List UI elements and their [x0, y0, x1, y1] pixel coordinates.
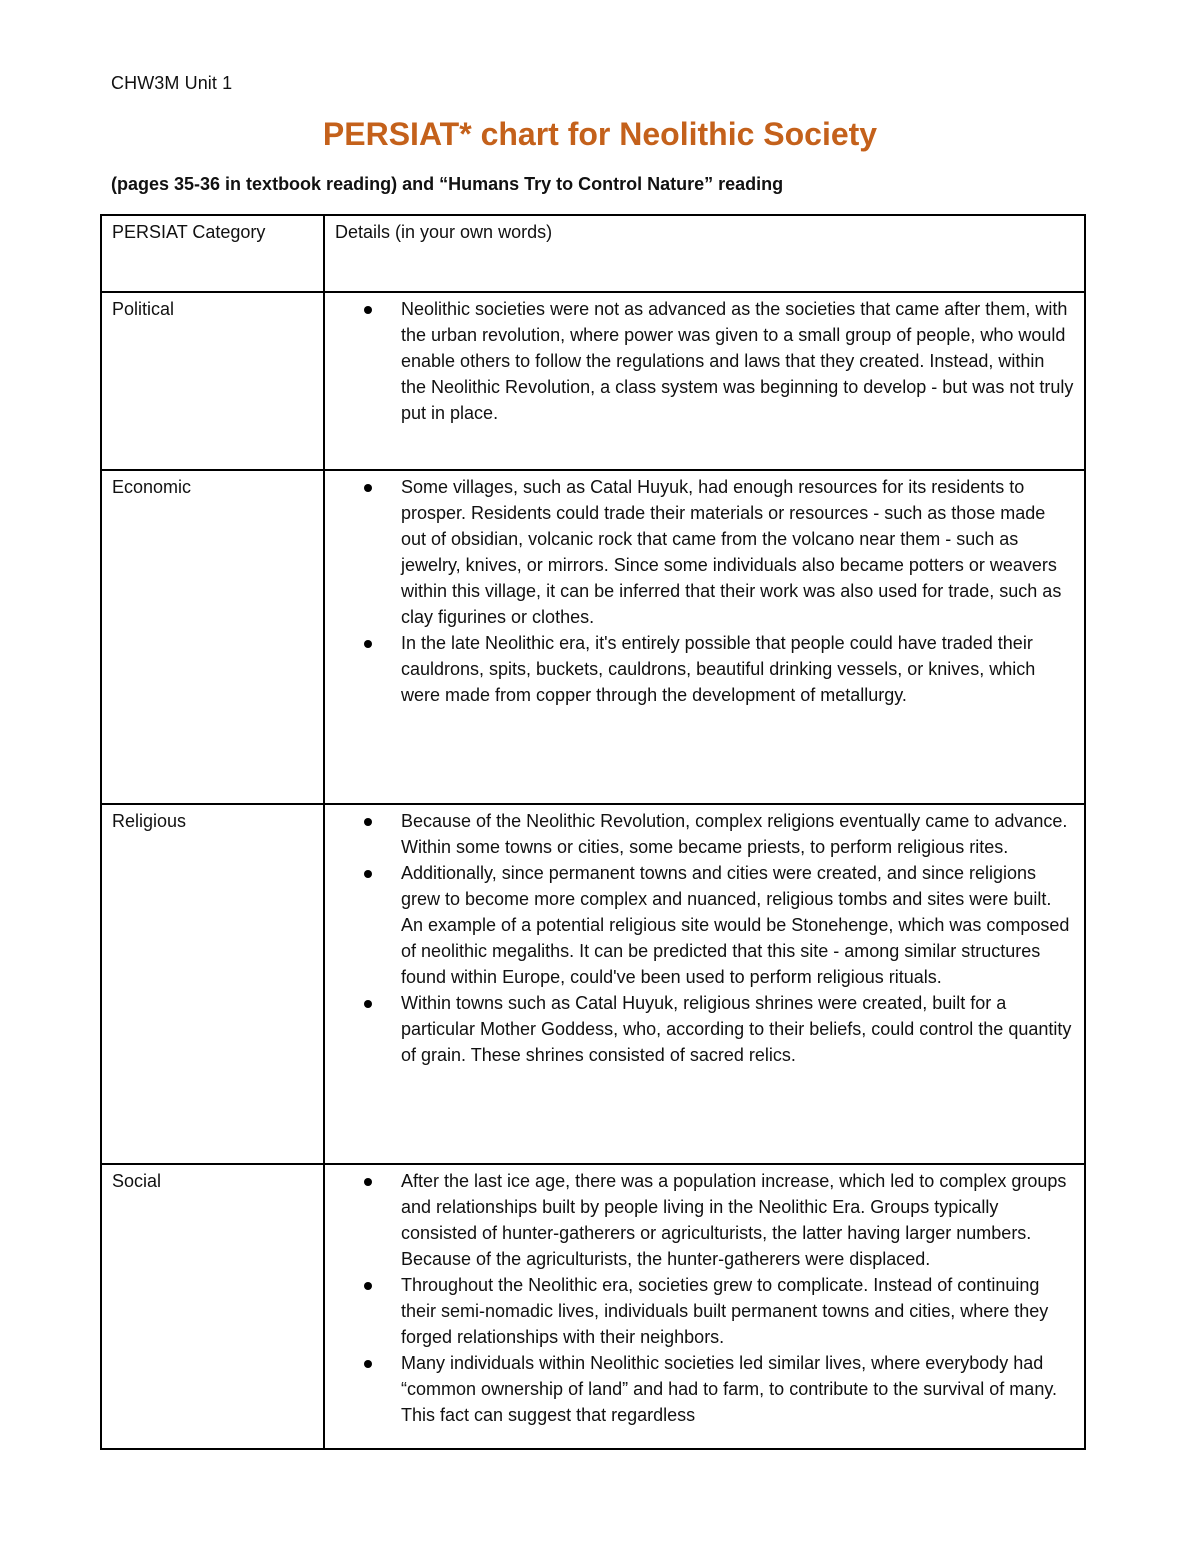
category-religious: Religious — [101, 804, 324, 1164]
bullet-icon — [364, 640, 372, 648]
bullet-text: Additionally, since permanent towns and cities were created, and since religions grew to become more complex and nuanced, religious tombs and sites were built. An example of a potential religious site would be Stonehenge, which was composed of neolithic megaliths. It can be predicted that this site - among similar structures found within Europe, could've been used to perform religious rituals. — [401, 863, 1070, 987]
header-category: PERSIAT Category — [101, 215, 324, 292]
row-religious — [101, 804, 1085, 1164]
list-item — [401, 1350, 1074, 1428]
list-item — [401, 1272, 1074, 1350]
list-item — [401, 990, 1074, 1068]
header-row — [101, 215, 1085, 292]
header-details: Details (in your own words) — [324, 215, 1085, 292]
bullet-text: Some villages, such as Catal Huyuk, had enough resources for its residents to prosper. Residents could trade their materials or resources - such as those made out of obsidian, volcanic rock that came from the volcano near them - such as jewelry, knives, or mirrors. Since some individuals also became potters or weavers within this village, it can be inferred that their work was also used for trade, such as clay figurines or clothes. — [401, 477, 1062, 627]
list-item — [401, 630, 1074, 708]
row-political — [101, 292, 1085, 470]
bullet-icon — [364, 306, 372, 314]
bullet-text: Within towns such as Catal Huyuk, religious shrines were created, built for a particular Mother Goddess, who, according to their beliefs, could control the quantity of grain. These shrines consisted of sacred relics. — [401, 993, 1072, 1065]
details-social-clip — [335, 1168, 1074, 1448]
row-economic — [101, 470, 1085, 804]
row-social — [101, 1164, 1085, 1449]
bullet-icon — [364, 1000, 372, 1008]
bullet-icon — [364, 1282, 372, 1290]
reading-reference: (pages 35-36 in textbook reading) and “Humans Try to Control Nature” reading — [111, 174, 784, 194]
bullet-text: In the late Neolithic era, it's entirely possible that people could have traded their cauldrons, spits, buckets, cauldrons, beautiful drinking vessels, or knives, which were made from copper through the development of metallurgy. — [401, 633, 1036, 705]
details-economic — [324, 470, 1085, 804]
bullet-text: After the last ice age, there was a population increase, which led to complex groups and relationships built by people living in the Neolithic Era. Groups typically consisted of hunter-gatherers or agriculturists, the latter having larger numbers. Because of the agriculturists, the hunter-gatherers were displaced. — [401, 1171, 1067, 1269]
category-political: Political — [101, 292, 324, 470]
bullet-icon — [364, 1178, 372, 1186]
list-item — [401, 860, 1074, 990]
list-item — [401, 474, 1074, 630]
persiat-chart-table — [100, 214, 1086, 1450]
bullet-text: Throughout the Neolithic era, societies grew to complicate. Instead of continuing their semi-nomadic lives, individuals built permanent towns and cities, where they forged relationships with their neighbors. — [401, 1275, 1049, 1347]
list-item — [401, 808, 1074, 860]
list-item — [401, 296, 1074, 426]
bullet-text: Because of the Neolithic Revolution, complex religions eventually came to advance. Within some towns or cities, some became priests, to perform religious rites. — [401, 811, 1068, 857]
details-religious — [324, 804, 1085, 1164]
bullet-icon — [364, 870, 372, 878]
course-code: CHW3M Unit 1 — [111, 73, 233, 93]
bullet-icon — [364, 1360, 372, 1368]
bullet-icon — [364, 818, 372, 826]
bullet-icon — [364, 484, 372, 492]
category-economic: Economic — [101, 470, 324, 804]
details-social — [324, 1164, 1085, 1449]
bullet-text: Many individuals within Neolithic societies led similar lives, where everybody had “common ownership of land” and had to farm, to contribute to the survival of many. This fact can suggest that regardless — [401, 1353, 1057, 1425]
list-item — [401, 1168, 1074, 1272]
bullet-text: Neolithic societies were not as advanced as the societies that came after them, with the urban revolution, where power was given to a small group of people, who would enable others to follow the regulations and laws that they created. Instead, within the Neolithic Revolution, a class system was beginning to develop - but was not truly put in place. — [401, 299, 1074, 423]
page-title: PERSIAT* chart for Neolithic Society — [322, 116, 878, 152]
category-social: Social — [101, 1164, 324, 1449]
details-political — [324, 292, 1085, 470]
